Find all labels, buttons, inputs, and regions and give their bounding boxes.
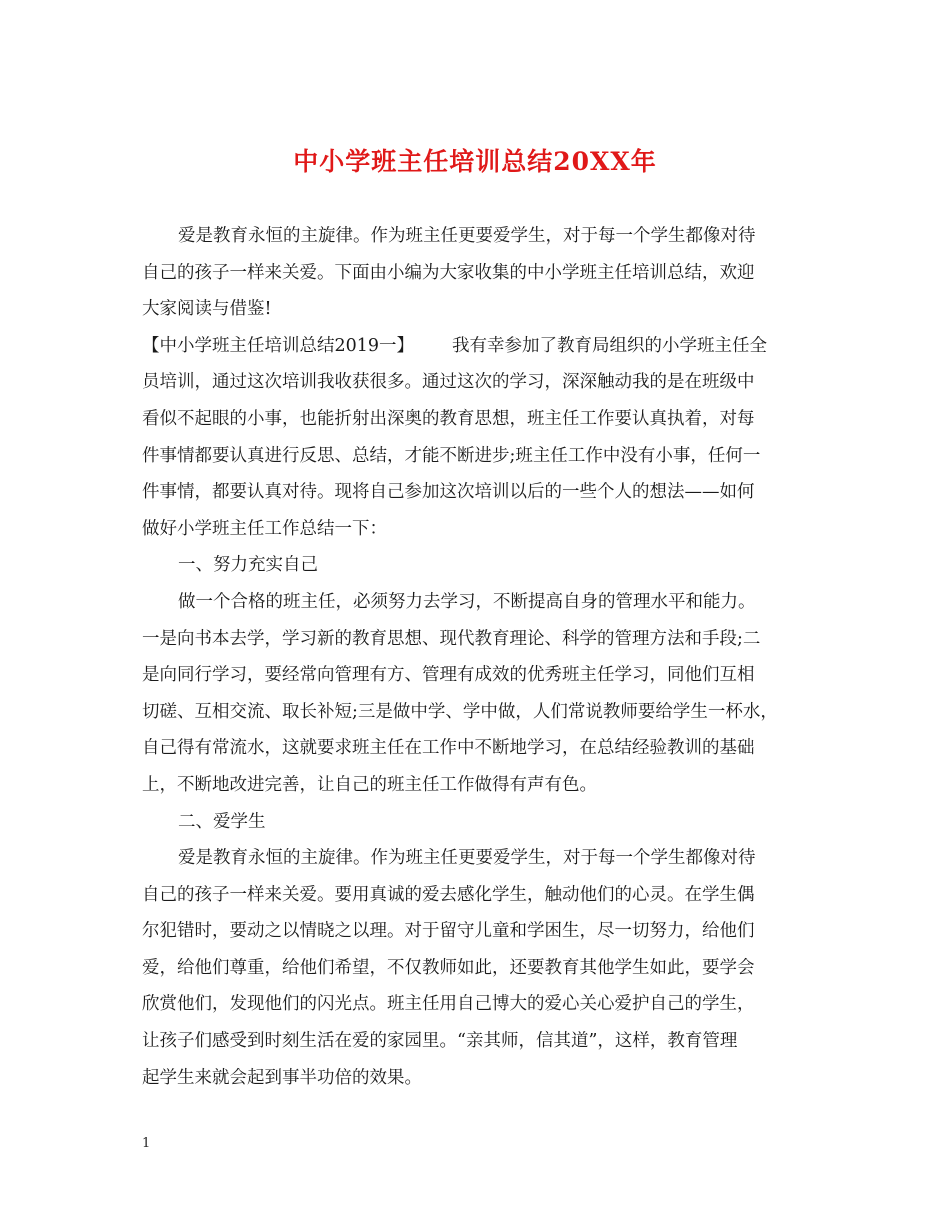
intro-line: 自己的孩子一样来关爱。下面由小编为大家收集的中小学班主任培训总结，欢迎: [142, 262, 755, 283]
paragraph-line: 做好小学班主任工作总结一下：: [142, 518, 387, 539]
paragraph-line: 欣赏他们，发现他们的闪光点。班主任用自己博大的爱心关心爱护自己的学生，: [142, 994, 755, 1015]
section1-first-line: [142, 328, 814, 365]
paragraph-line: 爱，给他们尊重，给他们希望，不仅教师如此，还要教育其他学生如此，要学会: [142, 957, 755, 978]
paragraph-line: 自己得有常流水，这就要求班主任在工作中不断地学习，在总结经验教训的基础: [142, 738, 755, 759]
page-number: 1: [142, 1136, 151, 1151]
paragraph-line: 尔犯错时，要动之以情晓之以理。对于留守儿童和学困生，尽一切努力，给他们: [142, 921, 755, 942]
intro-line: 爱是教育永恒的主旋律。作为班主任更要爱学生，对于每一个学生都像对待: [178, 226, 756, 246]
paragraph-line: 做一个合格的班主任，必须努力去学习，不断提高自身的管理水平和能力。: [178, 591, 756, 612]
paragraph-line: 爱是教育永恒的主旋律。作为班主任更要爱学生，对于每一个学生都像对待: [178, 848, 756, 869]
section1-first-text: 我有幸参加了教育局组织的小学班主任全: [452, 335, 768, 356]
paragraph-line: 看似不起眼的小事，也能折射出深奥的教育思想，班主任工作要认真执着，对每: [142, 408, 755, 429]
section1-heading: 【中小学班主任培训总结2019一】: [142, 335, 415, 356]
paragraph-line: 自己的孩子一样来关爱。要用真诚的爱去感化学生，触动他们的心灵。在学生偶: [142, 884, 755, 905]
paragraph-line: 是向同行学习，要经常向管理有方、管理有成效的优秀班主任学习，同他们互相: [142, 665, 755, 686]
paragraph-line: 切磋、互相交流、取长补短;三是做中学、学中做，人们常说教师要给学生一杯水，: [142, 701, 778, 722]
paragraph-line: 起学生来就会起到事半功倍的效果。: [142, 1067, 422, 1088]
paragraph-line: 上，不断地改进完善，让自己的班主任工作做得有声有色。: [142, 774, 597, 795]
paragraph-line: 件事情，都要认真对待。现将自己参加这次培训以后的一些个人的想法——如何: [142, 482, 755, 503]
intro-line: 大家阅读与借鉴!: [142, 299, 272, 320]
document-title: 中小学班主任培训总结20XX年: [293, 147, 657, 176]
paragraph-line: 员培训，通过这次培训我收获很多。通过这次的学习，深深触动我的是在班级中: [142, 372, 755, 393]
paragraph-line: 让孩子们感受到时刻生活在爱的家园里。“亲其师，信其道”，这样，教育管理: [142, 1031, 738, 1052]
paragraph-line: 一是向书本去学，学习新的教育思想、现代教育理论、科学的管理方法和手段;二: [142, 628, 761, 649]
point2-heading: 二、爱学生: [178, 811, 266, 832]
point1-heading: 一、努力充实自己: [178, 555, 318, 576]
document-body: [142, 218, 814, 1096]
paragraph-line: 件事情都要认真进行反思、总结，才能不断进步;班主任工作中没有小事，任何一: [142, 445, 761, 466]
